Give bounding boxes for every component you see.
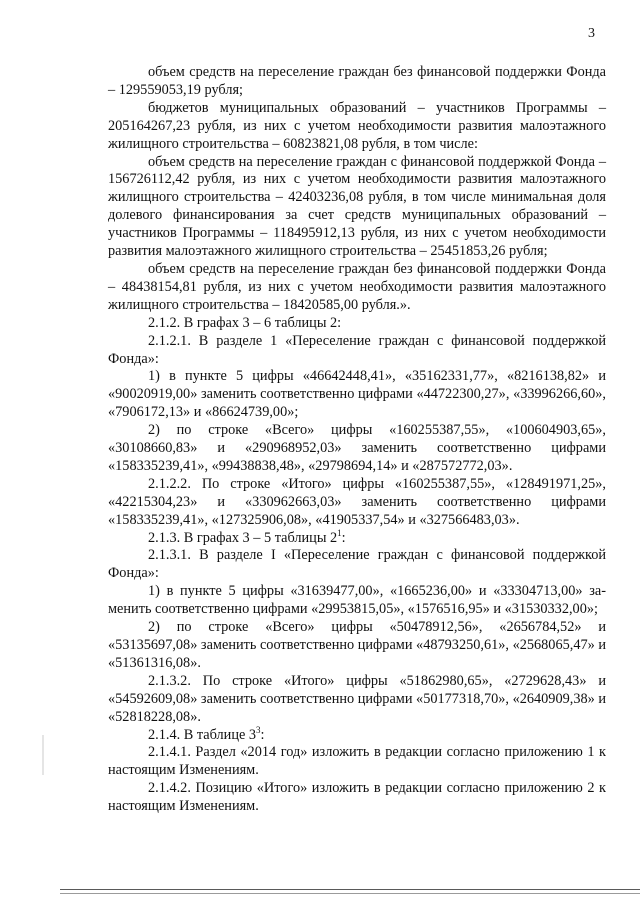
paragraph: 2.1.4.2. Позицию «Итого» изложить в редакции согласно приложению 2 к настоящим Изменениям. <box>108 780 606 815</box>
scan-artifact <box>42 735 44 775</box>
superscript: 3 <box>256 724 261 735</box>
paragraph: 1) в пункте 5 цифры «31639477,00», «1665236,00» и «33304713,00» заменить соответственно цифрами «29953815,05», «1576516,95» и «31530332,00»; <box>108 583 606 618</box>
paragraph: 1) в пункте 5 цифры «46642448,41», «35162331,77», «8216138,82» и «90020919,00» заменить соответственно цифрами «44722300,27», «33996266,60», «7906172,13» и «86624739,00»; <box>108 368 606 421</box>
paragraph: объем средств на переселение граждан с финансовой поддержкой Фонда – 156726112,42 рубля, из них с учетом необходимости развития малоэтажного жилищного строительства – 42403236,08 рубля, в том числе минимальная доля долевого финансирования за счет средств муниципальных образований – участников Программы – 118495912,13 рубля, из них с учетом необходимости развития малоэтажного жилищного строительства – 25451853,26 рубля; <box>108 153 606 260</box>
page-number: 3 <box>588 26 595 41</box>
paragraph: 2.1.2.1. В разделе 1 «Переселение граждан с финансовой поддержкой Фонда»: <box>108 332 606 367</box>
document-body <box>108 64 606 816</box>
paragraph: бюджетов муниципальных образований – участников Программы – 205164267,23 рубля, из них с учетом необходимости развития малоэтажного жилищного строительства – 60823821,08 рубля, в том числе: <box>108 99 606 152</box>
paragraph: 2) по строке «Всего» цифры «50478912,56», «2656784,52» и «53135697,08» заменить соответственно цифрами «48793250,61», «2568065,47» и «51361316,08». <box>108 619 606 671</box>
paragraph-text: 2.1.4. В таблице 3 <box>148 726 257 743</box>
paragraph-text: 2.1.3. В графах 3 – 5 таблицы 2 <box>148 529 338 546</box>
paragraph: 2.1.3.2. По строке «Итого» цифры «51862980,65», «2729628,43» и «54592609,08» заменить соответственно цифрами «50177318,70», «2640909,38» и «52818228,08». <box>108 672 606 725</box>
page-bottom-rule <box>60 889 640 890</box>
paragraph: 2) по строке «Всего» цифры «160255387,55», «100604903,65», «30108660,83» и «290968952,03» заменить соответственно цифрами «158335239,41», «99438838,48», «29798694,14» и «287572772,03». <box>108 422 606 474</box>
paragraph: объем средств на переселение граждан без финансовой поддержки Фонда – 129559053,19 рубля; <box>108 64 606 98</box>
paragraph-text: : <box>341 529 346 546</box>
paragraph <box>108 527 606 548</box>
paragraph: 2.1.3.1. В разделе I «Переселение граждан с финансовой поддержкой Фонда»: <box>108 547 606 582</box>
paragraph: 2.1.2. В графах 3 – 6 таблицы 2: <box>148 314 342 331</box>
page-bottom-rule <box>60 893 640 894</box>
superscript: 1 <box>337 527 342 538</box>
paragraph: объем средств на переселение граждан без финансовой поддержки Фонда – 48438154,81 рубля, из них с учетом необходимости развития малоэтажного жилищного строительства – 18420585,00 рубля.». <box>108 260 606 313</box>
paragraph <box>108 724 606 745</box>
paragraph: 2.1.2.2. По строке «Итого» цифры «160255387,55», «128491971,25», «42215304,23» и «330962663,03» заменить соответственно цифрами «158335239,41», «127325906,08», «41905337,54» и «327566483,03». <box>108 475 606 528</box>
paragraph-text: : <box>260 726 265 743</box>
paragraph: 2.1.4.1. Раздел «2014 год» изложить в редакции согласно приложению 1 к настоящим Изменениям. <box>108 744 606 779</box>
